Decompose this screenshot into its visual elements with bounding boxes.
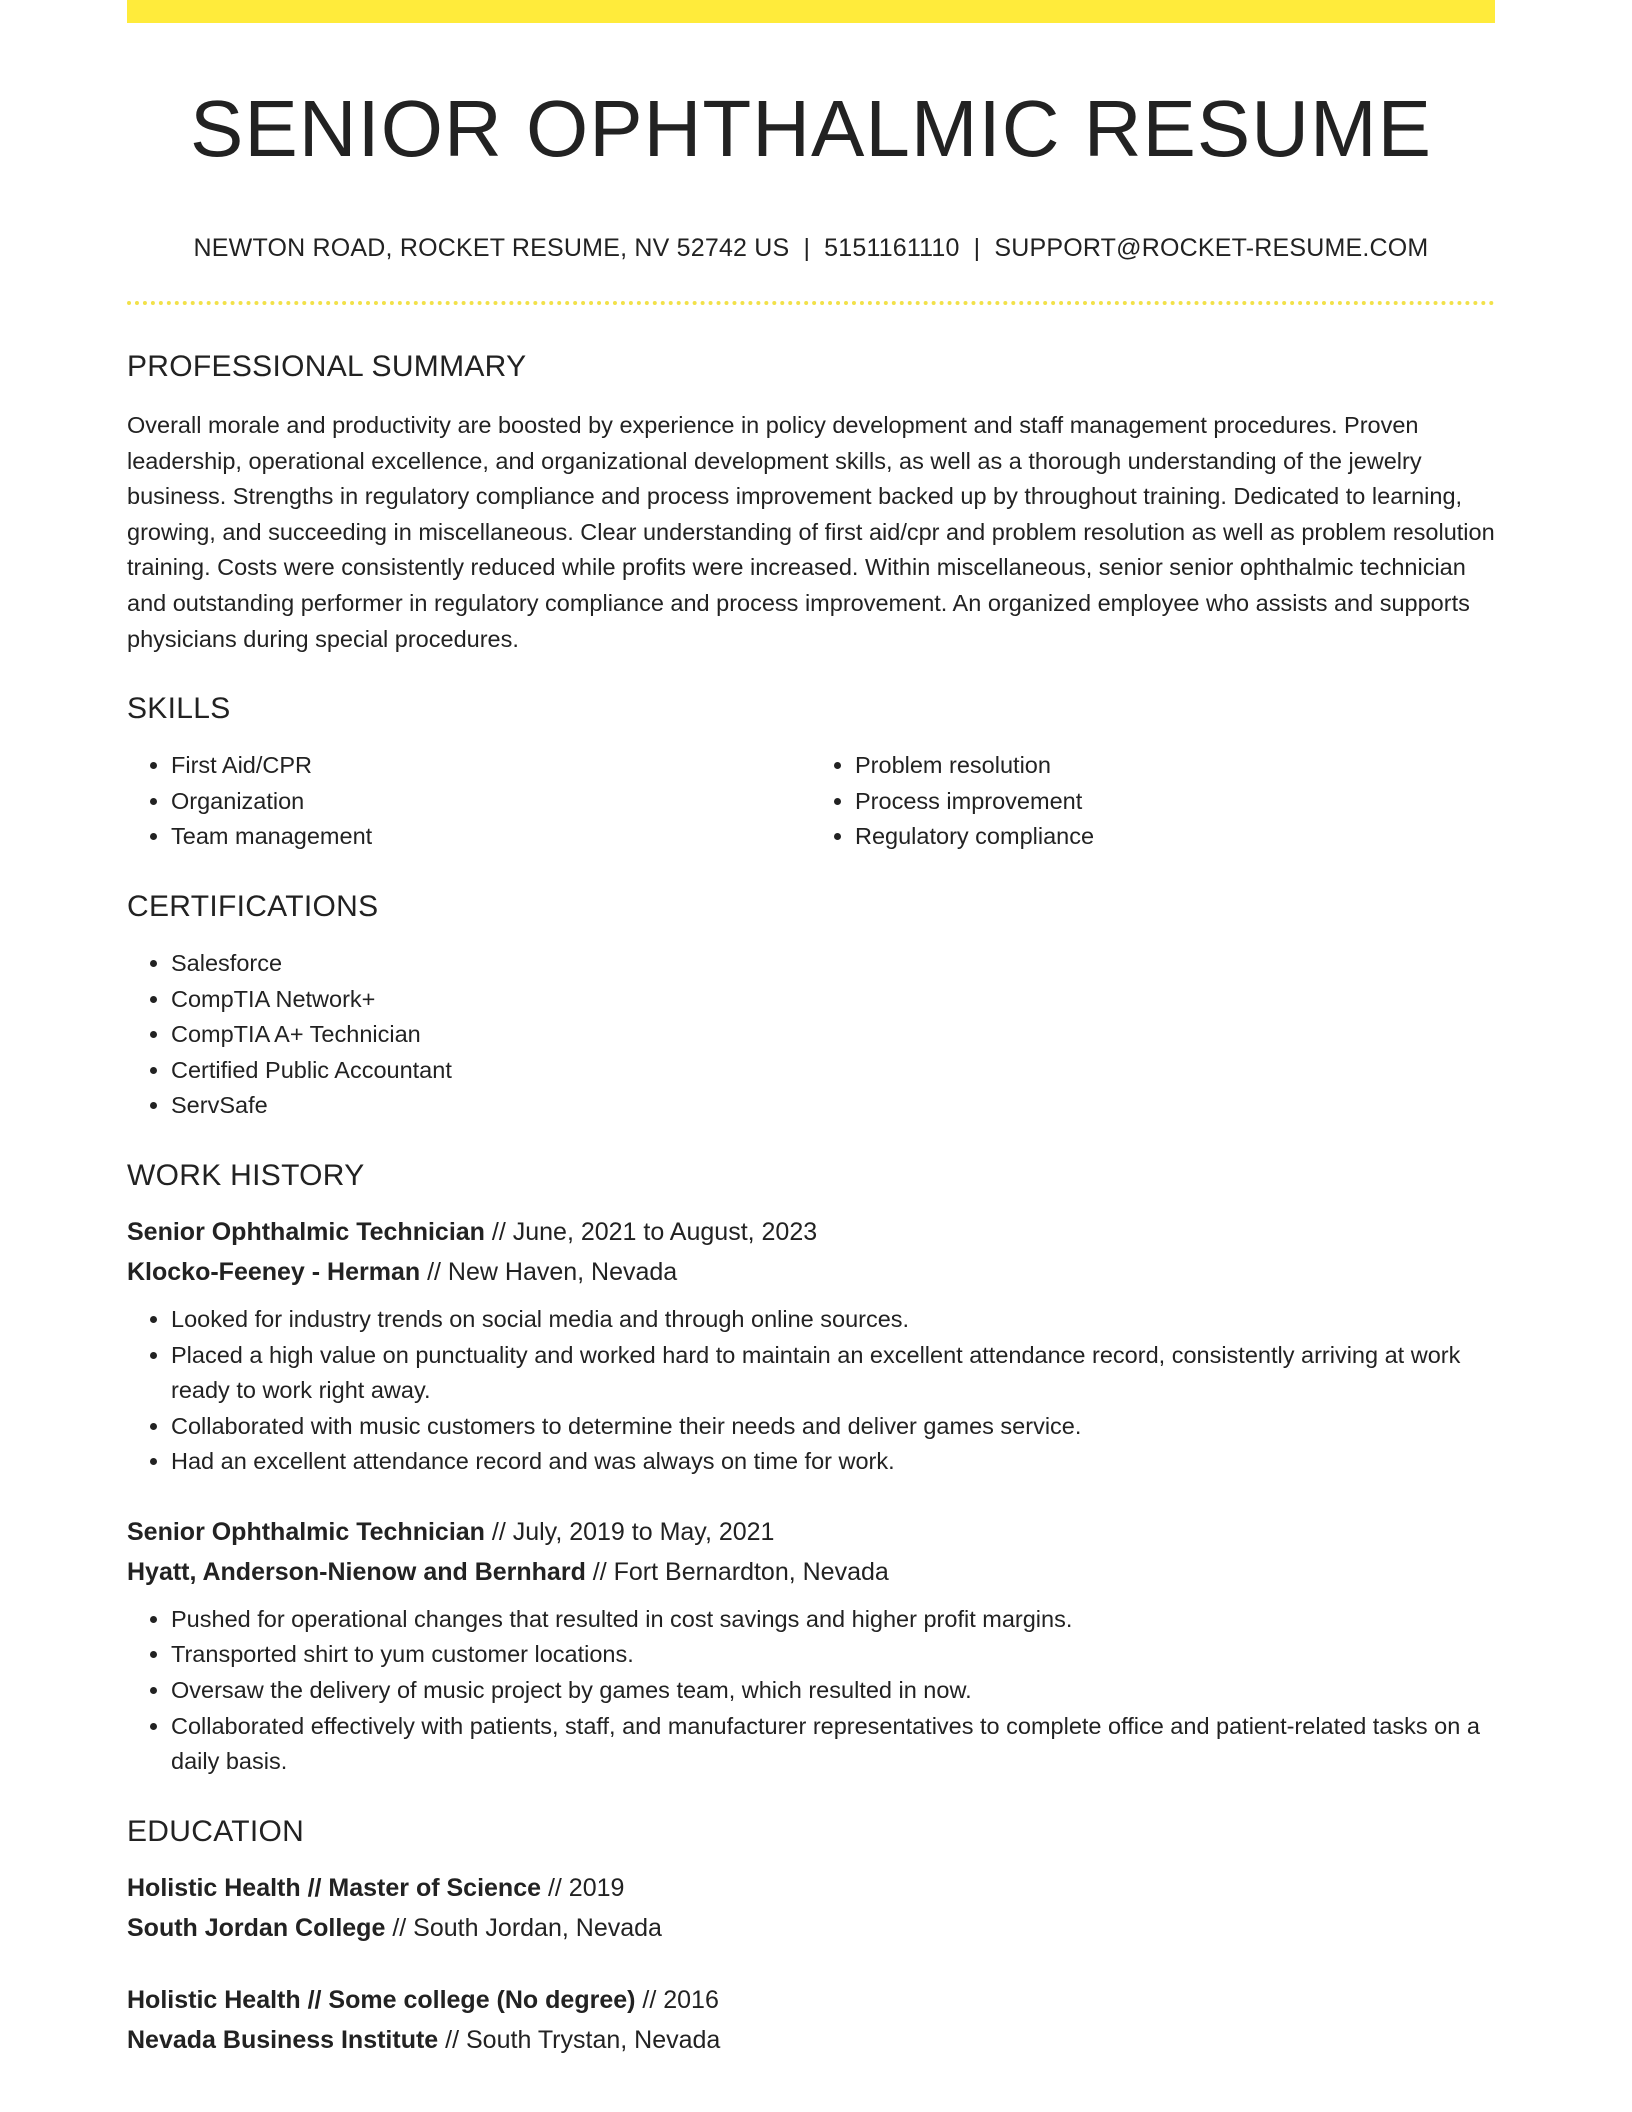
job-bullets — [127, 1602, 1495, 1780]
contact-email: SUPPORT@ROCKET-RESUME.COM — [994, 234, 1429, 262]
education-location: // South Trystan, Nevada — [445, 2025, 721, 2054]
certifications-heading: CERTIFICATIONS — [127, 889, 379, 923]
resume-title: SENIOR OPHTHALMIC RESUME — [190, 84, 1432, 173]
skills-list-right — [811, 748, 1495, 855]
skill-item: • First Aid/CPR — [171, 748, 811, 784]
work-history-heading: WORK HISTORY — [127, 1158, 365, 1192]
job-location: // New Haven, Nevada — [427, 1257, 678, 1286]
job-bullet: • Collaborated effectively with patients, staff, and manufacturer representatives to complete office and patient-related tasks on a daily basis. — [171, 1709, 1495, 1780]
job-location: // Fort Bernardton, Nevada — [592, 1557, 889, 1586]
skill-item: • Organization — [171, 784, 811, 820]
education-school-line — [127, 2020, 1495, 2060]
education-school: Nevada Business Institute — [127, 2025, 439, 2054]
certification-item: • CompTIA A+ Technician — [171, 1017, 1495, 1053]
contact-separator: | — [803, 234, 811, 262]
education-heading: EDUCATION — [127, 1814, 305, 1848]
skills-list-left — [127, 748, 811, 855]
job-title: Senior Ophthalmic Technician — [127, 1217, 485, 1246]
education-year: // 2019 — [547, 1873, 625, 1902]
job-bullet: • Placed a high value on punctuality and worked hard to maintain an excellent attendance record, consistently arriving at work ready to work right away. — [171, 1338, 1495, 1409]
job-title: Senior Ophthalmic Technician — [127, 1517, 485, 1546]
skills-heading: SKILLS — [127, 692, 231, 726]
job-dates: // June, 2021 to August, 2023 — [491, 1217, 818, 1246]
skill-item: • Team management — [171, 819, 811, 855]
summary-heading: PROFESSIONAL SUMMARY — [127, 350, 527, 383]
skills-grid — [127, 727, 1495, 855]
job-bullet: • Transported shirt to yum customer locations. — [171, 1637, 1495, 1673]
education-entry — [127, 1868, 1495, 1948]
education-degree: Holistic Health // Master of Science — [127, 1873, 542, 1902]
education-degree: Holistic Health // Some college (No degree) — [127, 1985, 636, 2014]
job-title-line — [127, 1512, 1495, 1552]
job-entry — [127, 1212, 1495, 1480]
work-history-section — [127, 1158, 1495, 1780]
job-bullet: • Had an excellent attendance record and was always on time for work. — [171, 1444, 1495, 1480]
certification-item: • CompTIA Network+ — [171, 982, 1495, 1018]
skill-item: • Regulatory compliance — [855, 819, 1495, 855]
job-bullet: • Oversaw the delivery of music project by games team, which resulted in now. — [171, 1673, 1495, 1709]
job-bullet: • Pushed for operational changes that resulted in cost savings and higher profit margins. — [171, 1602, 1495, 1638]
skills-section — [127, 691, 1495, 855]
job-bullets — [127, 1302, 1495, 1480]
skill-item: • Problem resolution — [855, 748, 1495, 784]
education-year: // 2016 — [642, 1985, 719, 2014]
education-degree-line — [127, 1868, 1495, 1908]
job-company: Hyatt, Anderson-Nienow and Bernhard — [127, 1557, 586, 1586]
education-school-line — [127, 1908, 1495, 1948]
certifications-section — [127, 889, 1495, 1124]
job-bullet: • Looked for industry trends on social media and through online sources. — [171, 1302, 1495, 1338]
job-company: Klocko-Feeney - Herman — [127, 1257, 421, 1286]
education-location: // South Jordan, Nevada — [392, 1913, 662, 1942]
certification-item: • Salesforce — [171, 946, 1495, 982]
education-entry — [127, 1980, 1495, 2060]
job-entry — [127, 1512, 1495, 1780]
education-school: South Jordan College — [127, 1913, 386, 1942]
certification-item: • ServSafe — [171, 1088, 1495, 1124]
certifications-list — [127, 946, 1495, 1124]
accent-bar — [127, 0, 1495, 23]
contact-separator: | — [973, 234, 981, 262]
contact-phone: 5151161110 — [824, 234, 960, 262]
certification-item: • Certified Public Accountant — [171, 1053, 1495, 1089]
resume-page — [127, 0, 1495, 2060]
education-degree-line — [127, 1980, 1495, 2020]
contact-address: NEWTON ROAD, ROCKET RESUME, NV 52742 US — [193, 234, 790, 262]
job-bullet: • Collaborated with music customers to determine their needs and deliver games service. — [171, 1409, 1495, 1445]
job-company-line — [127, 1552, 1495, 1592]
job-company-line — [127, 1252, 1495, 1292]
job-title-line — [127, 1212, 1495, 1252]
summary-text: Overall morale and productivity are boosted by experience in policy development and staff management procedures. Proven leadership, operational excellence, and organizational development skills, as well as a thorough understanding of the jewelry business. Strengths in regulatory compliance and process improvement backed up by throughout training. Dedicated to learning, growing, and succeeding in miscellaneous. Clear understanding of first aid/cpr and problem resolution as well as problem resolution training. Costs were consistently reduced while profits were increased. Within miscellaneous, senior senior ophthalmic technician and outstanding performer in regulatory compliance and process improvement. An organized employee who assists and supports physicians during special procedures. — [127, 412, 1495, 652]
skill-item: • Process improvement — [855, 784, 1495, 820]
contact-line — [127, 233, 1495, 263]
dotted-divider — [127, 301, 1495, 305]
job-dates: // July, 2019 to May, 2021 — [491, 1517, 775, 1546]
education-section — [127, 1814, 1495, 2060]
